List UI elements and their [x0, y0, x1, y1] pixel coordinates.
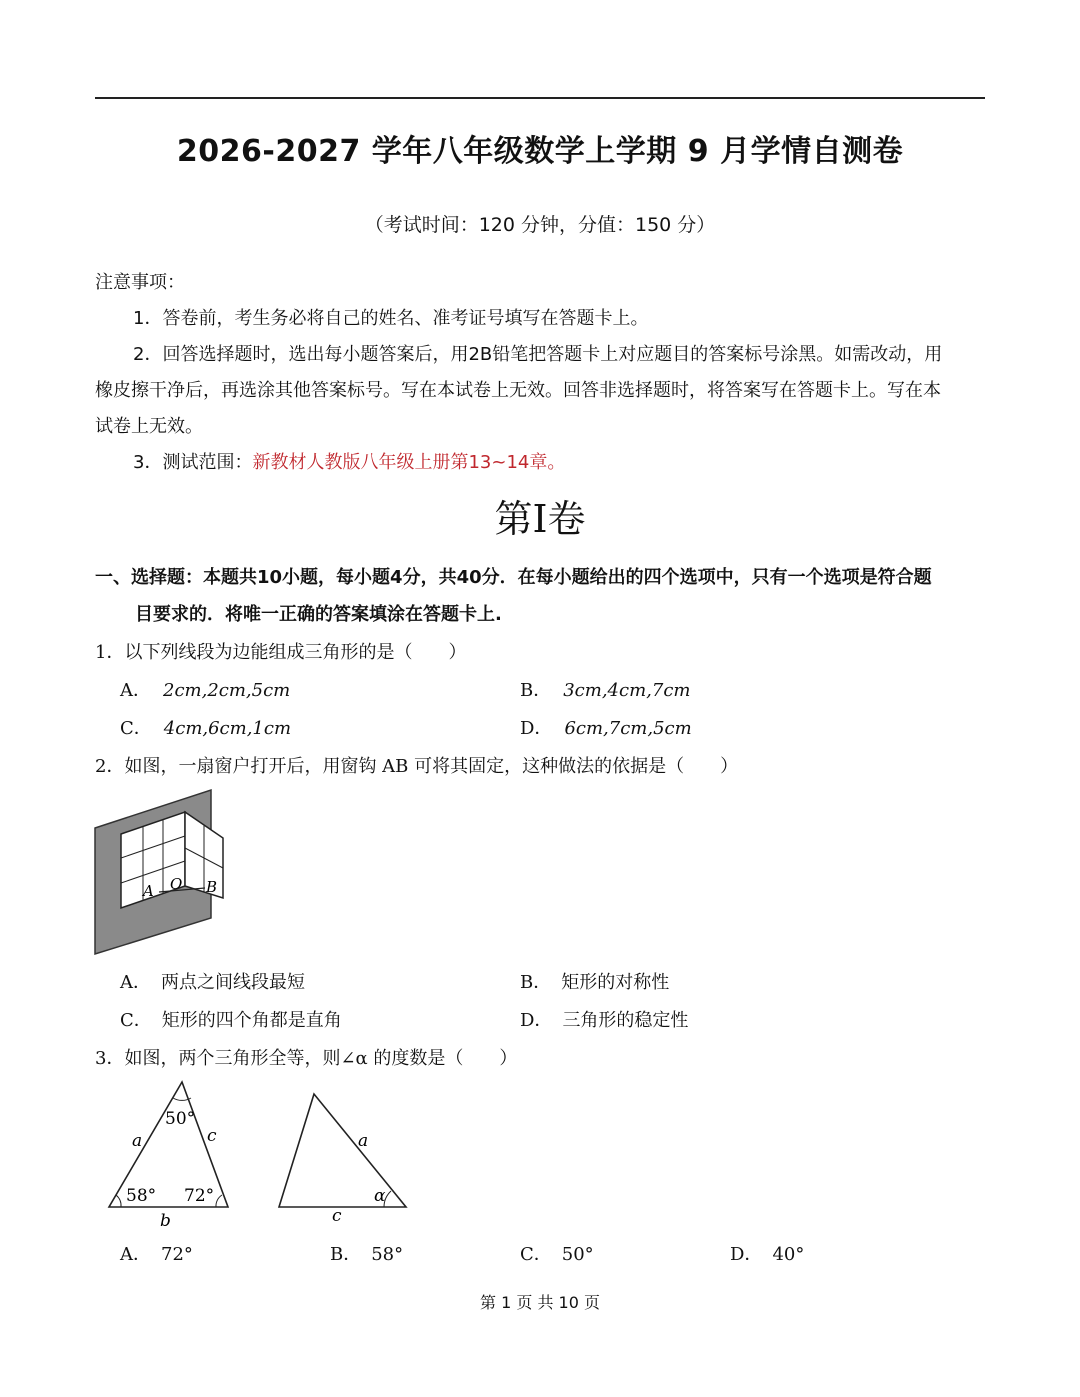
- q3-option-a[interactable]: [120, 1240, 193, 1266]
- option-text: 50°: [561, 1244, 594, 1265]
- top-rule: [95, 97, 985, 99]
- q1-option-b[interactable]: [520, 676, 690, 702]
- note-item-2-line-1: 2．回答选择题时，选出每小题答案后，用2B铅笔把答题卡上对应题目的答案标号涂黑。如需改动，用: [133, 344, 943, 365]
- label-o: O: [170, 875, 183, 893]
- section-heading-line-2: 目要求的．将唯一正确的答案填涂在答题卡上.: [135, 604, 502, 625]
- note-item-2-line-3: 试卷上无效。: [95, 416, 203, 437]
- volume-title: 第I卷: [494, 497, 586, 541]
- page-title: 2026-2027 学年八年级数学上学期 9 月学情自测卷: [176, 134, 904, 169]
- q2-option-a[interactable]: [120, 968, 305, 994]
- option-label: C．: [520, 1244, 552, 1265]
- angle-right-label: 72°: [184, 1186, 215, 1206]
- option-label: C．: [120, 1010, 152, 1031]
- congruent-triangles-figure: [100, 1076, 420, 1228]
- option-text: 矩形的对称性: [561, 972, 670, 993]
- question-1-stem: 1．以下列线段为边能组成三角形的是（ ）: [95, 642, 467, 663]
- option-text: 三角形的稳定性: [562, 1010, 689, 1031]
- question-3-stem: 3．如图，两个三角形全等，则∠α 的度数是（ ）: [95, 1048, 518, 1069]
- tri2-side-c-label: c: [332, 1206, 342, 1226]
- option-label: A．: [120, 972, 151, 993]
- option-text: 72°: [161, 1244, 193, 1265]
- option-text: 6cm,7cm,5cm: [564, 718, 692, 739]
- option-text: 3cm,4cm,7cm: [563, 680, 691, 701]
- option-label: D．: [520, 1010, 553, 1031]
- note-item-3-prefix: 3．测试范围：: [133, 452, 253, 473]
- q1-option-c[interactable]: [120, 714, 291, 740]
- note-item-3: [133, 450, 565, 476]
- option-label: B．: [330, 1244, 362, 1265]
- q2-option-c[interactable]: [120, 1006, 342, 1032]
- question-2-stem: 2．如图，一扇窗户打开后，用窗钩 AB 可将其固定，这种做法的依据是（ ）: [95, 756, 739, 777]
- option-label: A．: [120, 1244, 151, 1265]
- notes-heading: 注意事项：: [95, 272, 185, 293]
- option-label: A．: [120, 680, 151, 701]
- option-label: C．: [120, 718, 152, 739]
- option-text: 矩形的四个角都是直角: [161, 1010, 342, 1031]
- option-label: D．: [730, 1244, 763, 1265]
- q2-option-b[interactable]: [520, 968, 669, 994]
- option-label: B．: [520, 972, 552, 993]
- option-label: B．: [520, 680, 552, 701]
- triangle-2: [279, 1094, 406, 1207]
- option-text: 2cm,2cm,5cm: [163, 680, 291, 701]
- tri2-side-a-label: a: [358, 1131, 369, 1151]
- option-text: 40°: [772, 1244, 805, 1265]
- q2-option-d[interactable]: [520, 1006, 688, 1032]
- q3-option-d[interactable]: [730, 1240, 804, 1266]
- angle-top-label: 50°: [165, 1109, 196, 1129]
- note-item-1: 1．答卷前，考生务必将自己的姓名、准考证号填写在答题卡上。: [133, 308, 649, 329]
- exam-info: （考试时间：120 分钟，分值：150 分）: [364, 214, 716, 236]
- page-footer: 第 1 页 共 10 页: [480, 1293, 600, 1312]
- option-text: 58°: [371, 1244, 404, 1265]
- q3-option-b[interactable]: [330, 1240, 403, 1266]
- side-a-label: a: [132, 1131, 143, 1151]
- window-figure: [93, 788, 228, 956]
- label-b: B: [206, 878, 218, 896]
- option-text: 4cm,6cm,1cm: [163, 718, 292, 739]
- side-b-label: b: [160, 1211, 171, 1228]
- alpha-label: α: [374, 1186, 386, 1206]
- label-a: A: [143, 882, 154, 900]
- option-label: D．: [520, 718, 553, 739]
- angle-left-label: 58°: [126, 1186, 157, 1206]
- q1-option-a[interactable]: [120, 676, 290, 702]
- option-text: 两点之间线段最短: [161, 972, 305, 993]
- test-scope: 新教材人教版八年级上册第13~14章。: [252, 452, 566, 473]
- q3-option-c[interactable]: [520, 1240, 594, 1266]
- note-item-2-line-2: 橡皮擦干净后，再选涂其他答案标号。写在本试卷上无效。回答非选择题时，将答案写在答题卡上。写在本: [95, 380, 941, 401]
- section-heading-line-1: 一、选择题：本题共10小题，每小题4分，共40分．在每小题给出的四个选项中，只有一个选项是符合题: [95, 567, 932, 588]
- side-c-label: c: [207, 1126, 217, 1146]
- q1-option-d[interactable]: [520, 714, 692, 740]
